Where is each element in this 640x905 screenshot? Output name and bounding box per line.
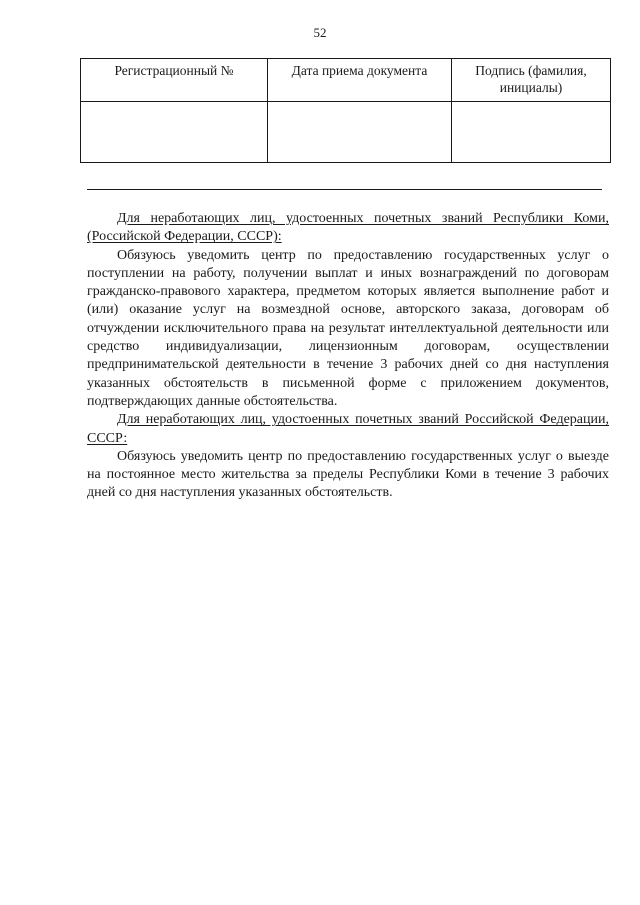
cell-registration-number [81, 102, 268, 163]
section-heading-komi: Для неработающих лиц, удостоенных почетных званий Республики Коми, (Российской Федерации, СССР): [87, 211, 609, 245]
header-document-date: Дата приема документа [268, 59, 452, 102]
header-registration-number: Регистрационный № [81, 59, 268, 102]
registration-table [80, 58, 611, 163]
cell-signature [452, 102, 611, 163]
table-row [81, 102, 611, 163]
section-text-russia: Обязуюсь уведомить центр по предоставлению государственных услуг о выезде на постоянное место жительства за пределы Республики Коми в течение 3 рабочих дней со дня наступления указанных обстоятельств. [87, 448, 609, 501]
section-heading-russia: Для неработающих лиц, удостоенных почетных званий Российской Федерации, СССР: [87, 412, 609, 446]
cell-document-date [268, 102, 452, 163]
separator-line [87, 189, 602, 190]
section-text-komi: Обязуюсь уведомить центр по предоставлению государственных услуг о поступлении на работу, получении выплат и иных вознаграждений по договорам гражданско-правового характера, предметом которых является выполнение работ и (или) оказание услуг на возмездной основе, авторского заказа, договорам об отчуждении исключительного права на результат интеллектуальной деятельности или средство индивидуализации, лицензионным договорам, осуществлении предпринимательской деятельности в течение 3 рабочих дней со дня наступления указанных обстоятельств в письменной форме с приложением документов, подтверждающих данные обстоятельства. [87, 247, 609, 409]
table-header-row [81, 59, 611, 102]
page-number: 52 [313, 25, 327, 40]
header-signature: Подпись (фамилия, инициалы) [452, 59, 611, 102]
document-body [87, 210, 609, 503]
